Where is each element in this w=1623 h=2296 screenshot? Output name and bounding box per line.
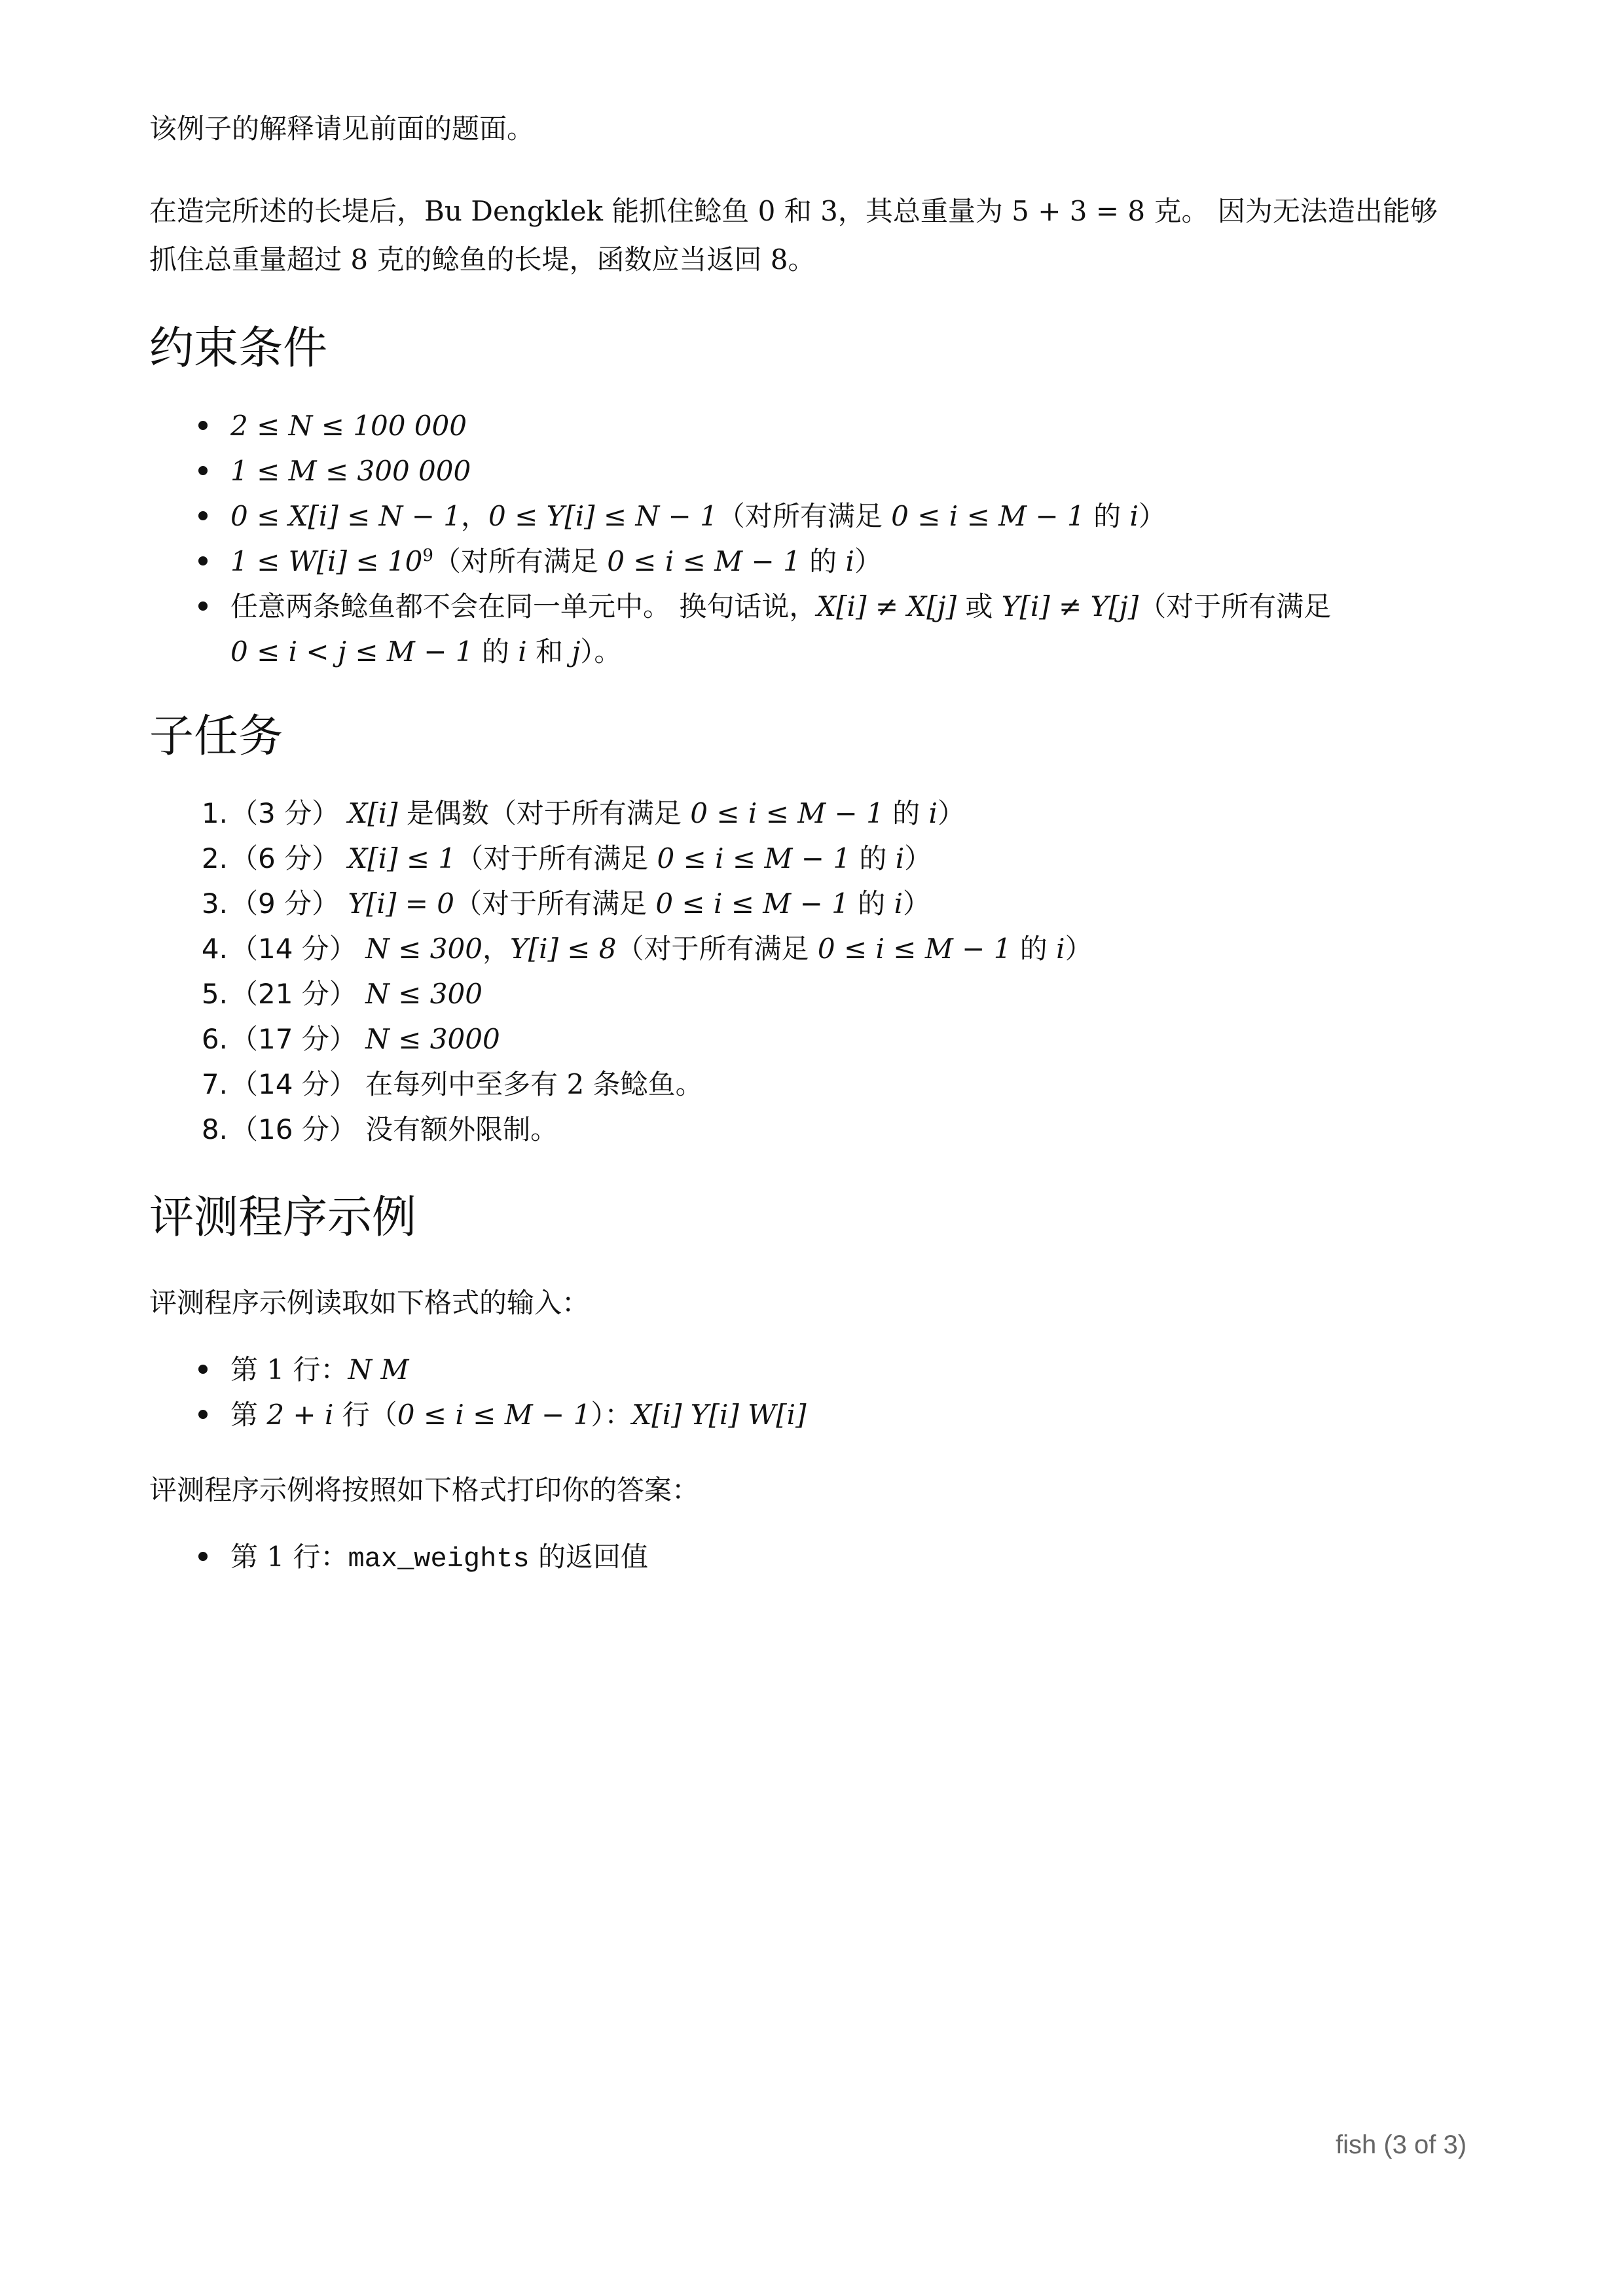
math: X[i] ≤ 1 bbox=[348, 842, 456, 875]
text: ）。 bbox=[580, 635, 622, 668]
text: 和 bbox=[775, 195, 821, 227]
math: X[i] bbox=[348, 797, 398, 830]
math: 0 ≤ i ≤ M − 1 bbox=[655, 888, 849, 920]
text: 第 bbox=[230, 1353, 267, 1386]
text: （对于所有满足 bbox=[1139, 590, 1332, 622]
math: 2 bbox=[566, 1068, 585, 1101]
subtasks-heading: 子任务 bbox=[149, 710, 283, 762]
text: ， bbox=[460, 499, 488, 532]
math: i bbox=[518, 635, 527, 668]
math: 3 bbox=[820, 195, 838, 227]
math: N ≤ 300 bbox=[365, 978, 483, 1011]
math: 1 ≤ W[i] ≤ 10 bbox=[230, 545, 423, 577]
text: ） bbox=[1138, 499, 1166, 532]
text: 或 bbox=[957, 590, 1002, 622]
math: 0 ≤ i ≤ M − 1 bbox=[607, 545, 801, 577]
list-item bbox=[149, 1062, 1485, 1107]
math: 1 ≤ M ≤ 300 000 bbox=[230, 454, 471, 487]
math: 1 bbox=[266, 1353, 285, 1386]
list-item bbox=[149, 1107, 1485, 1152]
intro-paragraph-1: 该例子的解释请见前面的题面。 bbox=[149, 113, 535, 145]
math: N ≤ 300 bbox=[365, 933, 483, 965]
math: i bbox=[894, 888, 903, 920]
text: （对所有满足 bbox=[717, 499, 892, 532]
score: （9 分） bbox=[230, 888, 340, 920]
text: （对于所有满足 bbox=[616, 933, 818, 965]
text: 和 bbox=[526, 635, 572, 668]
math: 0 ≤ i ≤ M − 1 bbox=[690, 797, 884, 830]
list-item bbox=[149, 971, 1485, 1016]
text: （对所有满足 bbox=[433, 545, 608, 577]
intro-paragraph-2 bbox=[149, 187, 1485, 284]
grader-output-intro: 评测程序示例将按照如下格式打印你的答案： bbox=[149, 1473, 700, 1506]
text: 任意两条鲶鱼都不会在同一单元中。 换句话说， bbox=[230, 590, 817, 622]
grader-input-list bbox=[149, 1347, 1485, 1437]
text: 能抓住鲶鱼 bbox=[602, 195, 758, 227]
score: （16 分） bbox=[230, 1113, 357, 1146]
text: 的 bbox=[850, 842, 896, 875]
list-item bbox=[149, 539, 1485, 584]
text: 的 bbox=[1084, 499, 1130, 532]
list-item bbox=[149, 1016, 1485, 1062]
math: 9 bbox=[422, 545, 433, 565]
text: 行： bbox=[284, 1353, 348, 1386]
math: N M bbox=[348, 1353, 409, 1386]
text: 抓住总重量超过 bbox=[149, 243, 351, 276]
text: 第 bbox=[230, 1398, 267, 1431]
math: i bbox=[1056, 933, 1065, 965]
text: ） bbox=[854, 545, 882, 577]
page-footer: fish (3 of 3) bbox=[1336, 2130, 1467, 2159]
text: 是偶数 bbox=[397, 797, 489, 830]
text: 。 bbox=[788, 243, 816, 276]
score: （21 分） bbox=[230, 978, 357, 1011]
code: max_weights bbox=[348, 1543, 530, 1575]
list-item bbox=[149, 881, 1485, 926]
score: （14 分） bbox=[230, 1068, 357, 1101]
text: Bu Dengklek bbox=[424, 195, 603, 227]
math: Y[i] ≤ 8 bbox=[509, 933, 617, 965]
math: 0 ≤ i ≤ M − 1 bbox=[397, 1398, 591, 1431]
constraints-heading: 约束条件 bbox=[149, 323, 328, 374]
list-item bbox=[149, 791, 1485, 836]
list-item bbox=[149, 926, 1485, 971]
item-number: 3. bbox=[201, 888, 228, 920]
math: i bbox=[895, 842, 905, 875]
list-item bbox=[149, 1392, 1485, 1437]
grader-output-list bbox=[149, 1534, 1485, 1582]
grader-input-intro: 评测程序示例读取如下格式的输入： bbox=[149, 1286, 590, 1319]
text: 的返回值 bbox=[529, 1540, 649, 1573]
list-item bbox=[149, 1347, 1485, 1392]
item-number: 6. bbox=[201, 1023, 228, 1056]
text: 第 bbox=[230, 1540, 267, 1573]
list-item bbox=[149, 493, 1485, 539]
text: ） bbox=[1065, 933, 1093, 965]
text: ）： bbox=[591, 1398, 632, 1431]
score: （14 分） bbox=[230, 933, 357, 965]
text: 在造完所述的长堤后， bbox=[149, 195, 425, 227]
text: （对于所有满足 bbox=[488, 797, 691, 830]
math: 1 bbox=[266, 1540, 285, 1573]
math: i bbox=[928, 797, 938, 830]
constraints-list bbox=[149, 403, 1485, 674]
score: （6 分） bbox=[230, 842, 340, 875]
subtasks-list bbox=[149, 791, 1485, 1152]
text: ） bbox=[904, 842, 932, 875]
text: 行： bbox=[284, 1540, 348, 1573]
math: j bbox=[572, 635, 581, 668]
math: X[i] Y[i] W[i] bbox=[632, 1398, 807, 1431]
math: 0 ≤ Y[i] ≤ N − 1 bbox=[488, 499, 718, 532]
text: ，其总重量为 bbox=[837, 195, 1012, 227]
math: i bbox=[845, 545, 854, 577]
math: 0 bbox=[757, 195, 776, 227]
item-number: 5. bbox=[201, 978, 228, 1011]
grader-heading: 评测程序示例 bbox=[149, 1192, 417, 1244]
list-item bbox=[149, 403, 1485, 448]
text: 在每列中至多有 bbox=[365, 1068, 567, 1101]
text: 克。 因为无法造出能够 bbox=[1145, 195, 1438, 227]
list-item bbox=[149, 448, 1485, 493]
document-page bbox=[149, 105, 1485, 1582]
text: （对于所有满足 bbox=[454, 888, 656, 920]
math: 8 bbox=[770, 243, 788, 276]
item-number: 8. bbox=[201, 1113, 228, 1146]
item-number: 1. bbox=[201, 797, 228, 830]
list-item bbox=[149, 836, 1485, 881]
item-number: 2. bbox=[201, 842, 228, 875]
text: 没有额外限制。 bbox=[365, 1113, 558, 1146]
math: X[i] ≠ X[j] bbox=[816, 590, 957, 622]
score: （17 分） bbox=[230, 1023, 357, 1056]
math: Y[i] = 0 bbox=[348, 888, 454, 920]
math: 0 ≤ i < j ≤ M − 1 bbox=[230, 635, 473, 668]
math: 0 ≤ i ≤ M − 1 bbox=[657, 842, 851, 875]
text: ） bbox=[937, 797, 965, 830]
text: 的 bbox=[883, 797, 929, 830]
item-number: 7. bbox=[201, 1068, 228, 1101]
list-item bbox=[149, 1534, 1485, 1582]
text: （对于所有满足 bbox=[456, 842, 657, 875]
text: ， bbox=[482, 933, 510, 965]
item-number: 4. bbox=[201, 933, 228, 965]
text: 行（ bbox=[333, 1398, 397, 1431]
math: 2 + i bbox=[266, 1398, 334, 1431]
math: 2 ≤ N ≤ 100 000 bbox=[230, 409, 467, 442]
text: 的 bbox=[800, 545, 846, 577]
text: ） bbox=[903, 888, 931, 920]
math: 0 ≤ X[i] ≤ N − 1 bbox=[230, 499, 461, 532]
math: 0 ≤ i ≤ M − 1 bbox=[891, 499, 1085, 532]
list-item bbox=[149, 584, 1485, 674]
text: 的 bbox=[473, 635, 519, 668]
math: 8 bbox=[350, 243, 369, 276]
text: 克的鲶鱼的长堤，函数应当返回 bbox=[368, 243, 771, 276]
math: Y[i] ≠ Y[j] bbox=[1001, 590, 1139, 622]
text: 的 bbox=[1011, 933, 1057, 965]
score: （3 分） bbox=[230, 797, 340, 830]
math: 5 + 3 = 8 bbox=[1012, 195, 1146, 227]
math: N ≤ 3000 bbox=[365, 1023, 500, 1056]
text: 条鲶鱼。 bbox=[584, 1068, 703, 1101]
math: i bbox=[1129, 499, 1139, 532]
math: 0 ≤ i ≤ M − 1 bbox=[817, 933, 1012, 965]
text: 的 bbox=[848, 888, 894, 920]
